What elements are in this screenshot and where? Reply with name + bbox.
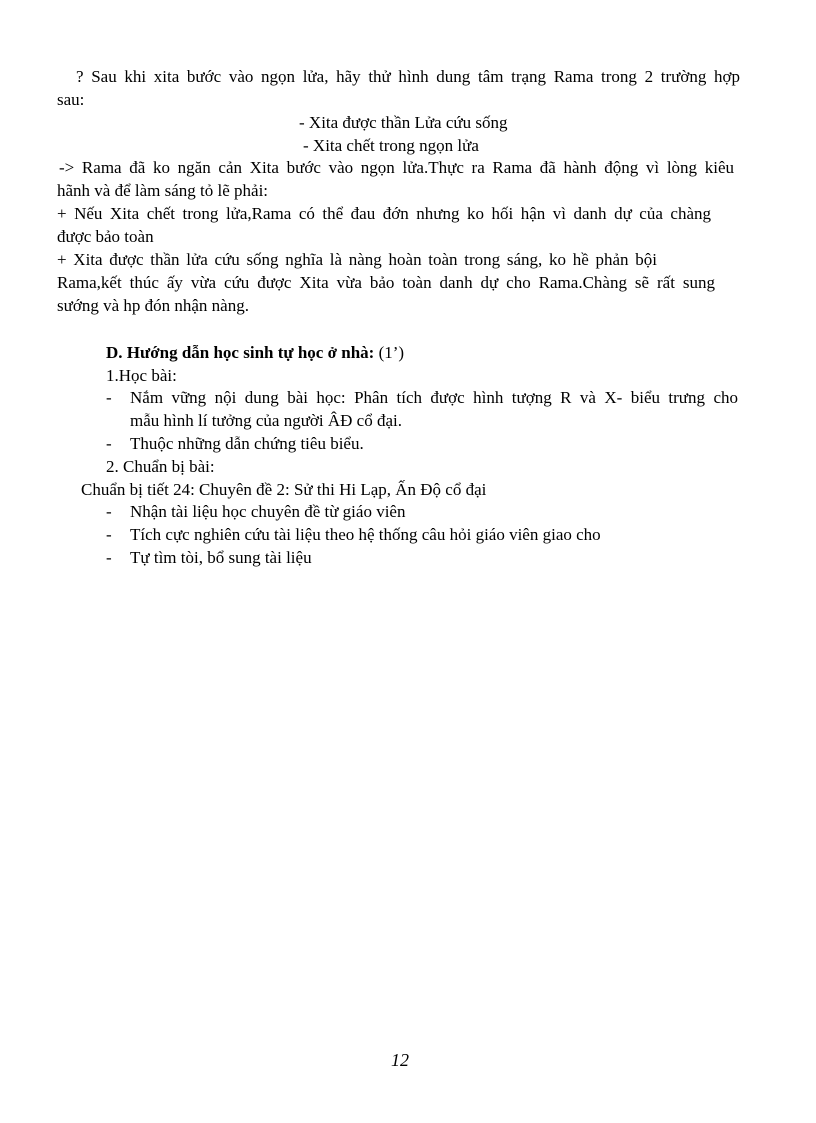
item-1-line-2: mẫu hình lí tưởng của người ÂĐ cổ đại. [130, 411, 402, 430]
answer-line-5: + Xita được thần lửa cứu sống nghĩa là nàng hoàn toàn trong sáng, ko hề phản bội [57, 250, 657, 269]
prep-item-3: Tự tìm tòi, bổ sung tài liệu [130, 548, 312, 567]
section-d-heading [106, 342, 404, 364]
bullet-dash: - [106, 388, 112, 407]
item-1-line-1: Nắm vững nội dung bài học: Phân tích được hình tượng R và X- biểu trưng cho [130, 388, 738, 407]
section-d-sub-2: 2. Chuẩn bị bài: [106, 457, 215, 476]
answer-line-6: Rama,kết thúc ấy vừa cứu được Xita vừa bảo toàn danh dự cho Rama.Chàng sẽ rất sung [57, 273, 715, 292]
answer-line-1: -> Rama đã ko ngăn cản Xita bước vào ngọn lửa.Thực ra Rama đã hành động vì lòng kiêu [59, 158, 734, 177]
question-line-1: ? Sau khi xita bước vào ngọn lửa, hãy thử hình dung tâm trạng Rama trong 2 trường hợp [76, 67, 740, 86]
prep-item-2: Tích cực nghiên cứu tài liệu theo hệ thống câu hỏi giáo viên giao cho [130, 525, 601, 544]
section-d-title: D. Hướng dẫn học sinh tự học ở nhà: [106, 343, 375, 362]
bullet-dash: - [106, 434, 112, 453]
section-d-sub-1: 1.Học bài: [106, 366, 177, 385]
prep-item-1: Nhận tài liệu học chuyên đề từ giáo viên [130, 502, 406, 521]
answer-line-7: sướng và hp đón nhận nàng. [57, 296, 249, 315]
answer-line-4: được bảo toàn [57, 227, 154, 246]
question-case-2: - Xita chết trong ngọn lửa [303, 136, 479, 155]
answer-line-2: hãnh và để làm sáng tỏ lẽ phải: [57, 181, 269, 200]
question-line-2: sau: [57, 90, 85, 109]
item-2: Thuộc những dẫn chứng tiêu biểu. [130, 434, 364, 453]
bullet-dash: - [106, 502, 112, 521]
prep-line: Chuẩn bị tiết 24: Chuyên đề 2: Sử thi Hi Lạp, Ấn Độ cổ đại [81, 480, 487, 499]
bullet-dash: - [106, 525, 112, 544]
bullet-dash: - [106, 548, 112, 567]
page-number: 12 [391, 1050, 409, 1070]
section-d-time: (1’) [374, 343, 405, 362]
answer-line-3: + Nếu Xita chết trong lửa,Rama có thể đau đớn nhưng ko hối hận vì danh dự của chàng [57, 204, 711, 223]
question-case-1: - Xita được thần Lửa cứu sống [299, 113, 508, 132]
